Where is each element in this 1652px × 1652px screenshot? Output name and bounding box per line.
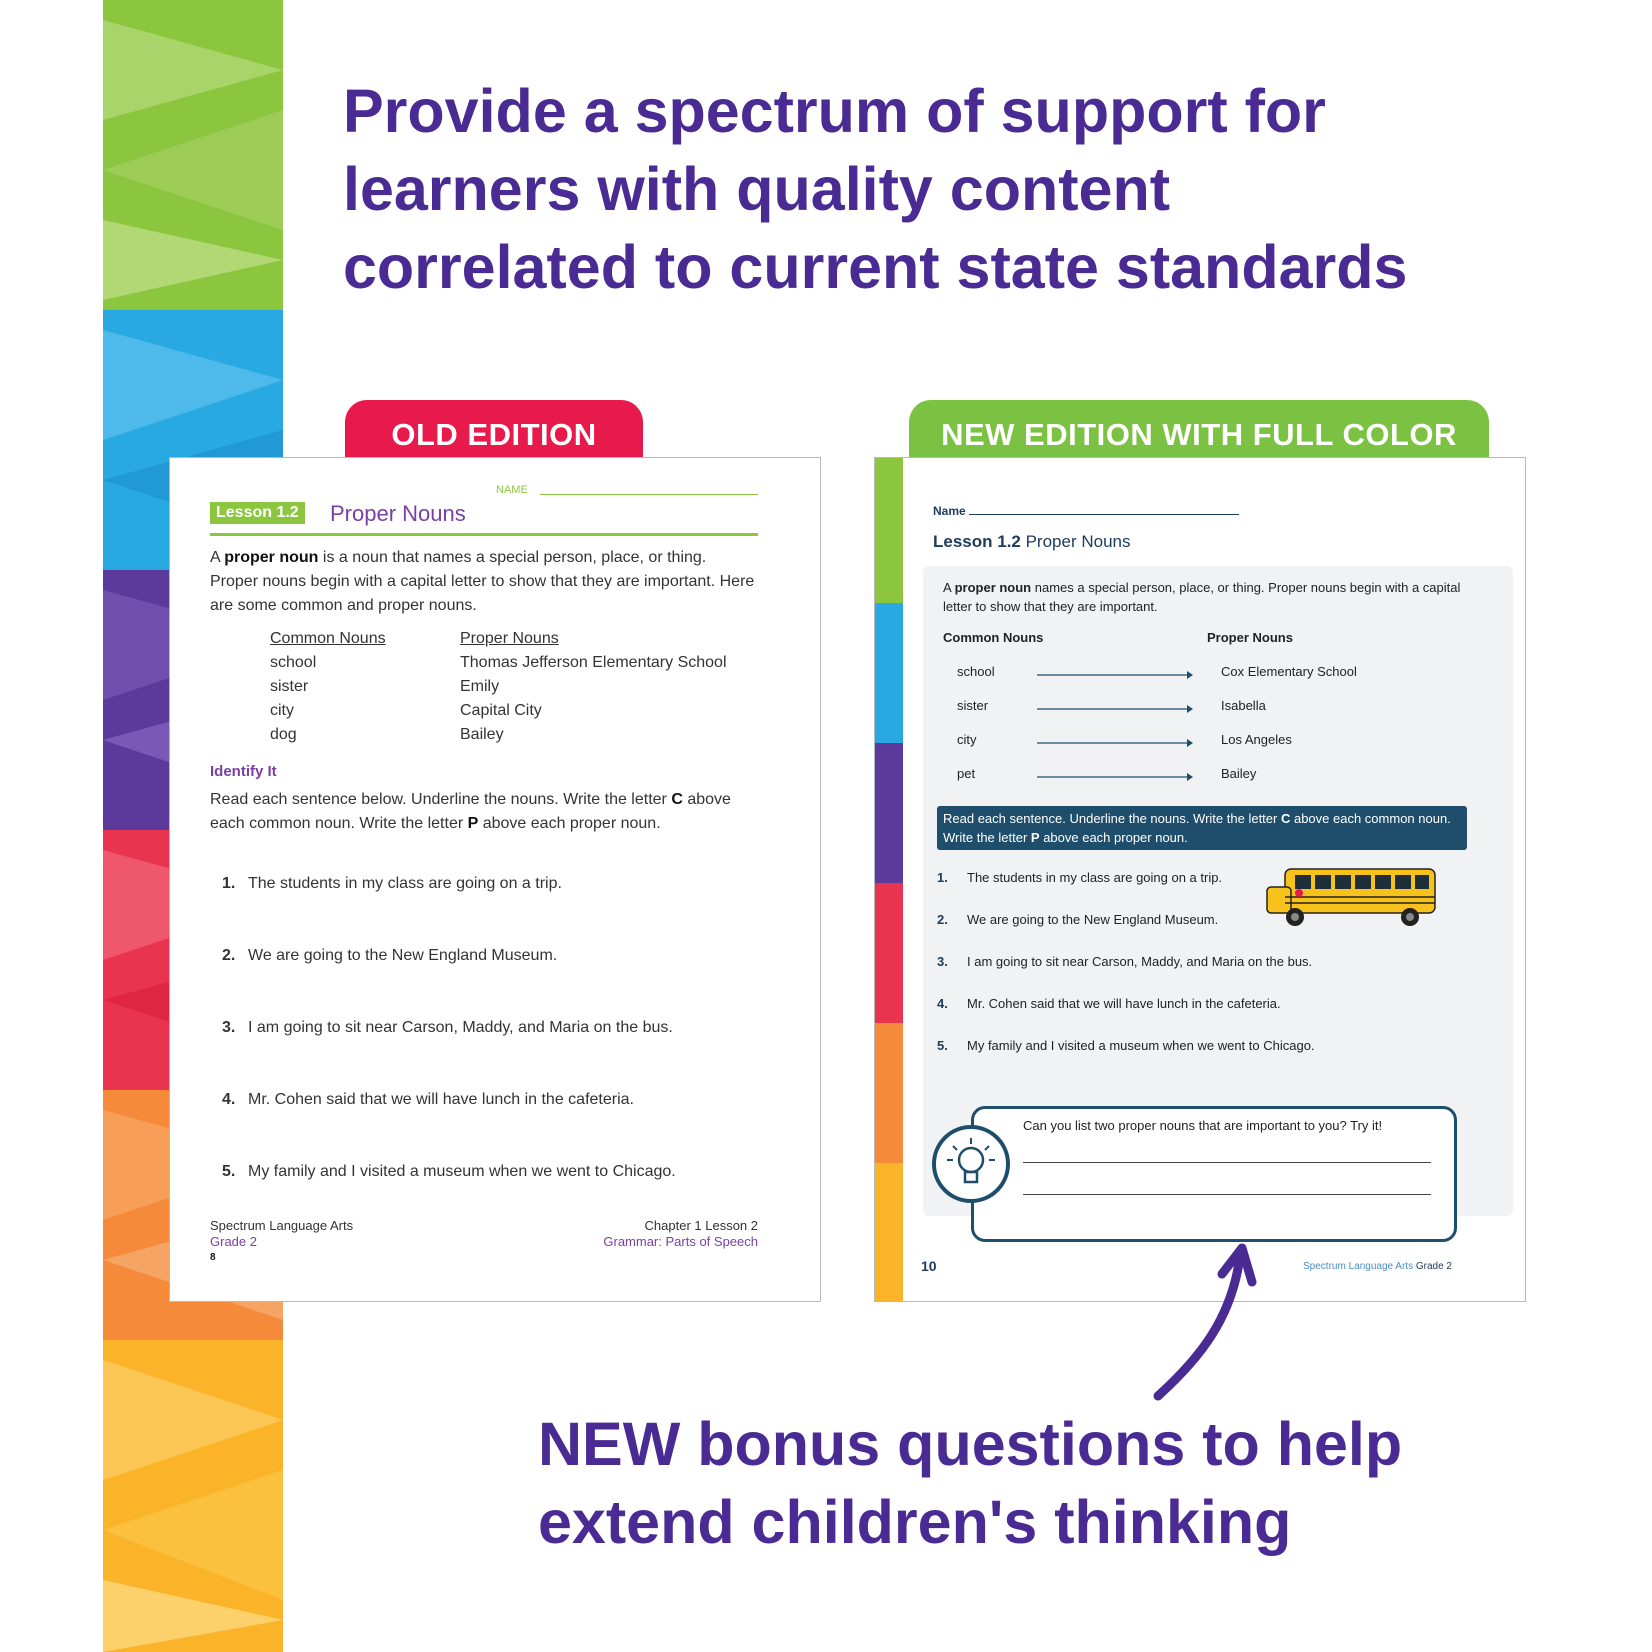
question-text: We are going to the New England Museum. [248, 947, 558, 964]
intro-bold: proper noun [954, 580, 1032, 595]
instructions [210, 788, 758, 836]
footer-grade: Grade 2 [1413, 1261, 1452, 1272]
common-nouns-header: Common Nouns [270, 630, 386, 647]
question-number: 2. [937, 912, 948, 927]
instructions-banner [937, 806, 1467, 850]
arrow-icon [1037, 670, 1193, 680]
common-noun: sister [957, 698, 989, 713]
common-noun: dog [270, 726, 297, 743]
footer-page-number: 8 [210, 1252, 216, 1263]
footer-chapter: Chapter 1 Lesson 2 [644, 1218, 758, 1233]
lesson-name: Proper Nouns [1020, 532, 1131, 551]
old-edition-tag: OLD EDITION [345, 400, 643, 476]
old-edition-page [169, 457, 821, 1302]
name-label: Name [933, 504, 966, 518]
proper-nouns-header: Proper Nouns [1207, 630, 1293, 645]
question-item [937, 870, 1222, 885]
question-number: 3. [222, 1019, 236, 1036]
question-item [222, 947, 557, 965]
lesson-number: Lesson 1.2 [933, 532, 1021, 551]
question-number: 5. [937, 1038, 948, 1053]
new-edition-page [874, 457, 1526, 1302]
headline-line-2: learners with quality content [343, 155, 1171, 223]
proper-noun: Bailey [460, 726, 504, 743]
page-number: 10 [921, 1258, 937, 1274]
lesson-title: Proper Nouns [330, 501, 466, 526]
common-noun: school [270, 654, 317, 671]
headline-line-1: Provide a spectrum of support for [343, 77, 1326, 145]
question-text: My family and I visited a museum when we went to Chicago. [967, 1038, 1315, 1053]
question-item [937, 912, 1218, 927]
common-noun: pet [957, 766, 976, 781]
lesson-title [933, 532, 1131, 552]
proper-noun: Cox Elementary School [1221, 664, 1357, 679]
name-label: NAME [496, 484, 528, 496]
question-item [937, 954, 1312, 969]
footer-book: Spectrum Language Arts [210, 1218, 354, 1233]
arrow-icon [1037, 738, 1193, 748]
bonus-headline-line-2: extend children's thinking [538, 1488, 1292, 1556]
instr-letter-p: P [467, 815, 479, 832]
color-strip [875, 458, 903, 1301]
curved-arrow-icon [1140, 1238, 1260, 1408]
question-number: 5. [222, 1163, 236, 1180]
footer-right [603, 1218, 758, 1250]
main-headline [343, 72, 1543, 306]
name-line [540, 494, 758, 495]
question-number: 2. [222, 947, 236, 964]
name-line [969, 514, 1239, 515]
question-number: 4. [222, 1091, 236, 1108]
common-noun: city [957, 732, 977, 747]
school-bus-illustration [1265, 863, 1440, 928]
instr-part: Read each sentence below. Underline the nouns. Write the letter [210, 791, 672, 808]
arrow-icon [1037, 704, 1193, 714]
arrow-icon [1037, 772, 1193, 782]
intro-text [210, 546, 758, 618]
question-number: 4. [937, 996, 948, 1011]
instr-part: above each common noun. Write the letter [210, 791, 731, 832]
common-nouns-header: Common Nouns [943, 630, 1044, 645]
footer-grade: Grade 2 [210, 1234, 257, 1249]
common-noun: city [270, 702, 294, 719]
proper-noun: Los Angeles [1221, 732, 1292, 747]
identify-heading: Identify It [210, 763, 277, 780]
proper-noun: Emily [460, 678, 500, 695]
proper-noun: Bailey [1221, 766, 1257, 781]
bonus-headline [538, 1405, 1538, 1561]
question-item [222, 1163, 676, 1181]
question-text: I am going to sit near Carson, Maddy, and Maria on the bus. [248, 1019, 673, 1036]
title-rule [210, 533, 758, 536]
instr-part: above each common noun. Write the letter [943, 811, 1451, 845]
headline-line-3: correlated to current state standards [343, 233, 1408, 301]
instr-letter-c: C [1280, 811, 1291, 826]
common-noun: sister [270, 678, 309, 695]
answer-line [1023, 1162, 1431, 1163]
footer-topic: Grammar: Parts of Speech [603, 1234, 758, 1249]
question-item [937, 996, 1281, 1011]
question-text: Mr. Cohen said that we will have lunch in the cafeteria. [967, 996, 1281, 1011]
bonus-headline-line-1: NEW bonus questions to help [538, 1410, 1403, 1478]
question-item [937, 1038, 1315, 1053]
bonus-question: Can you list two proper nouns that are important to you? Try it! [1023, 1118, 1383, 1133]
instr-letter-p: P [1030, 830, 1040, 845]
footer-left [210, 1218, 353, 1266]
question-number: 3. [937, 954, 948, 969]
footer-brand: Spectrum Language Arts [1303, 1261, 1414, 1272]
intro-prefix: A [210, 549, 225, 566]
intro-prefix: A [943, 580, 955, 595]
instr-letter-c: C [671, 791, 683, 808]
question-text: We are going to the New England Museum. [967, 912, 1219, 927]
question-text: My family and I visited a museum when we went to Chicago. [248, 1163, 676, 1180]
question-text: The students in my class are going on a trip. [967, 870, 1223, 885]
question-text: The students in my class are going on a trip. [248, 875, 562, 892]
question-item [222, 875, 562, 893]
proper-noun: Capital City [460, 702, 542, 719]
question-item [222, 1019, 673, 1037]
question-number: 1. [937, 870, 948, 885]
intro-rest: is a noun that names a special person, place, or thing. Proper nouns begin with a capital letter to show that they are important. Here are some common and proper nouns. [210, 549, 755, 614]
intro-bold: proper noun [224, 549, 319, 566]
lightbulb-icon [931, 1124, 1011, 1204]
common-noun: school [957, 664, 995, 679]
new-edition-tag: NEW EDITION WITH FULL COLOR [909, 400, 1489, 476]
question-number: 1. [222, 875, 236, 892]
instr-part: Read each sentence. Underline the nouns. Write the letter [943, 811, 1281, 826]
lesson-badge: Lesson 1.2 [210, 502, 305, 524]
proper-noun: Thomas Jefferson Elementary School [460, 654, 727, 671]
instr-part: above each proper noun. [1039, 830, 1188, 845]
proper-nouns-header: Proper Nouns [460, 630, 559, 647]
question-item [222, 1091, 634, 1109]
intro-rest: names a special person, place, or thing. Proper nouns begin with a capital letter to show that they are important. [943, 580, 1461, 614]
proper-noun: Isabella [1221, 698, 1266, 713]
footer [1303, 1261, 1452, 1272]
question-text: I am going to sit near Carson, Maddy, and Maria on the bus. [967, 954, 1313, 969]
intro-text [943, 578, 1483, 616]
instr-part: above each proper noun. [478, 815, 661, 832]
answer-line [1023, 1194, 1431, 1195]
question-text: Mr. Cohen said that we will have lunch in the cafeteria. [248, 1091, 634, 1108]
